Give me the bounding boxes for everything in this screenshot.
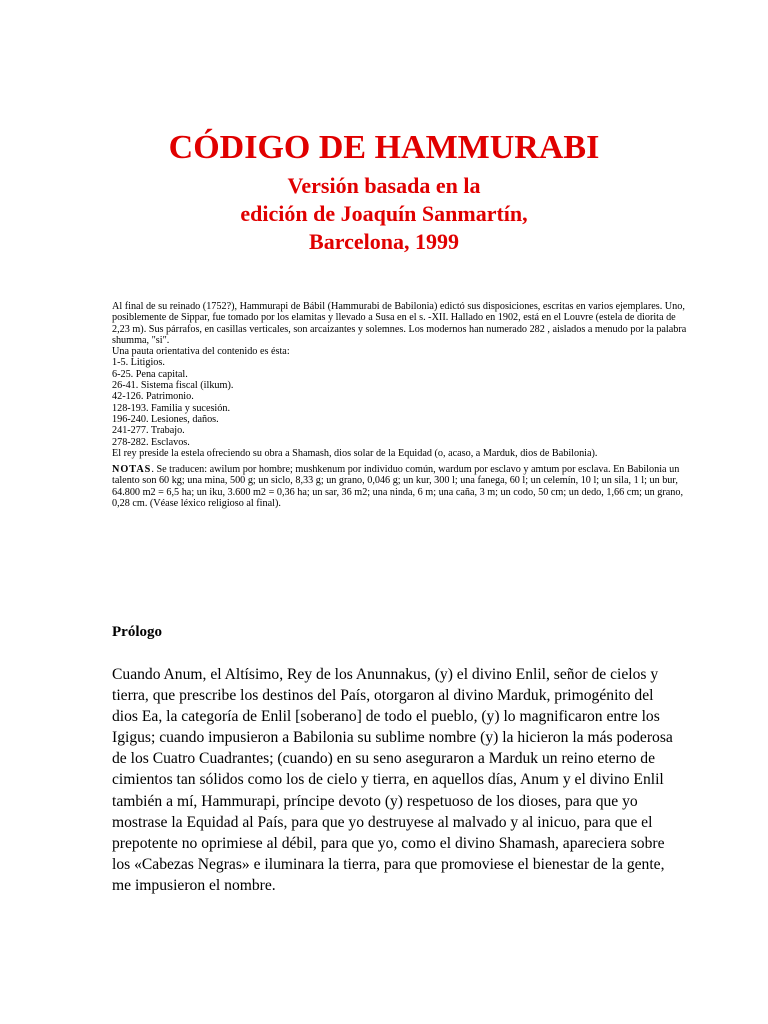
subtitle-line-1: Versión basada en la: [287, 173, 481, 198]
content-intro: Una pauta orientativa del contenido es ésta:: [112, 346, 290, 358]
notes-paragraph: [112, 464, 692, 509]
title-block: [0, 128, 768, 256]
notes-text: . Se traducen: awilum por hombre; mushkenum por individuo común, wardum por esclavo y amtum por esclava. En Babilonia un talento son 60 kg; una mina, 500 g; un siclo, 8,33 g; un grano, 0,046 g; un kur, 300 l; una fanega, 60 l; un celemín, 10 l; un sila, 1 l; un bur, 64.800 m2 = 6,5 ha; un iku, 3.600 m2 = 0,36 ha; un sar, 36 m2; una ninda, 6 m; una caña, 3 m; un codo, 50 cm; un dedo, 1,66 cm; un grano, 0,28 cm. (Véase léxico religioso al final).: [112, 464, 684, 510]
content-list: [112, 357, 692, 447]
closing-sentence: El rey preside la estela ofreciendo su obra a Shamash, dios solar de la Equidad (o, acaso, a Marduk, dios de Babilonia).: [112, 447, 598, 459]
list-item: 42-126. Patrimonio.: [112, 391, 194, 403]
subtitle-line-2: edición de Joaquín Sanmartín,: [240, 201, 528, 226]
list-item: 1-5. Litigios.: [112, 357, 165, 369]
prologue-text: Cuando Anum, el Altísimo, Rey de los Anunnakus, (y) el divino Enlil, señor de cielos y tierra, que prescribe los destinos del País, otorgaron al divino Marduk, primogénito del dios Ea, la categoría de Enlil [soberano] de todo el pueblo, (y) lo magnificaron entre los Igigus; cuando impusieron a Babilonia su sublime nombre (y) la hicieron la más poderosa de los Cuatro Cuadrantes; (cuando) en su seno aseguraron a Marduk un reino eterno de cimientos tan sólidos como los de cielo y tierra, en aquellos días, Anum y el divino Enlil también a mí, Hammurapi, príncipe devoto (y) respetuoso de los dioses, para que yo mostrase la Equidad al País, para que yo destruyese al malvado y al inicuo, para que el prepotente no oprimiese al débil, para que yo, como el divino Shamash, apareciera sobre los «Cabezas Negras» e iluminara la tierra, para que promoviese el bienestar de la gente, me impusieron el nombre.: [112, 666, 673, 894]
section-title: Prólogo: [112, 624, 162, 640]
list-item: 196-240. Lesiones, daños.: [112, 413, 219, 425]
list-item: 278-282. Esclavos.: [112, 436, 190, 448]
list-item: 26-41. Sistema fiscal (ilkum).: [112, 380, 234, 392]
list-item: 6-25. Pena capital.: [112, 368, 188, 380]
notes-label: NOTAS: [112, 464, 152, 476]
intro-section: [112, 301, 692, 509]
document-title: CÓDIGO DE HAMMURABI: [168, 129, 600, 166]
list-item: 241-277. Trabajo.: [112, 425, 185, 437]
subtitle-line-3: Barcelona, 1999: [309, 229, 459, 254]
list-item: 128-193. Familia y sucesión.: [112, 402, 230, 414]
intro-paragraph: Al final de su reinado (1752?), Hammurapi de Bábil (Hammurabi de Babilonia) edictó sus disposiciones, escritas en varios ejemplares. Uno, posiblemente de Sippar, fue tomado por los elamitas y llevado a Susa en el s. -XII. Hallado en 1902, está en el Louvre (estela de diorita de 2,23 m). Sus párrafos, en casillas verticales, son arcaizantes y solemnes. Los modernos han numerado 282 , aislados a menudo por la palabra shumma, "si".: [112, 301, 687, 346]
